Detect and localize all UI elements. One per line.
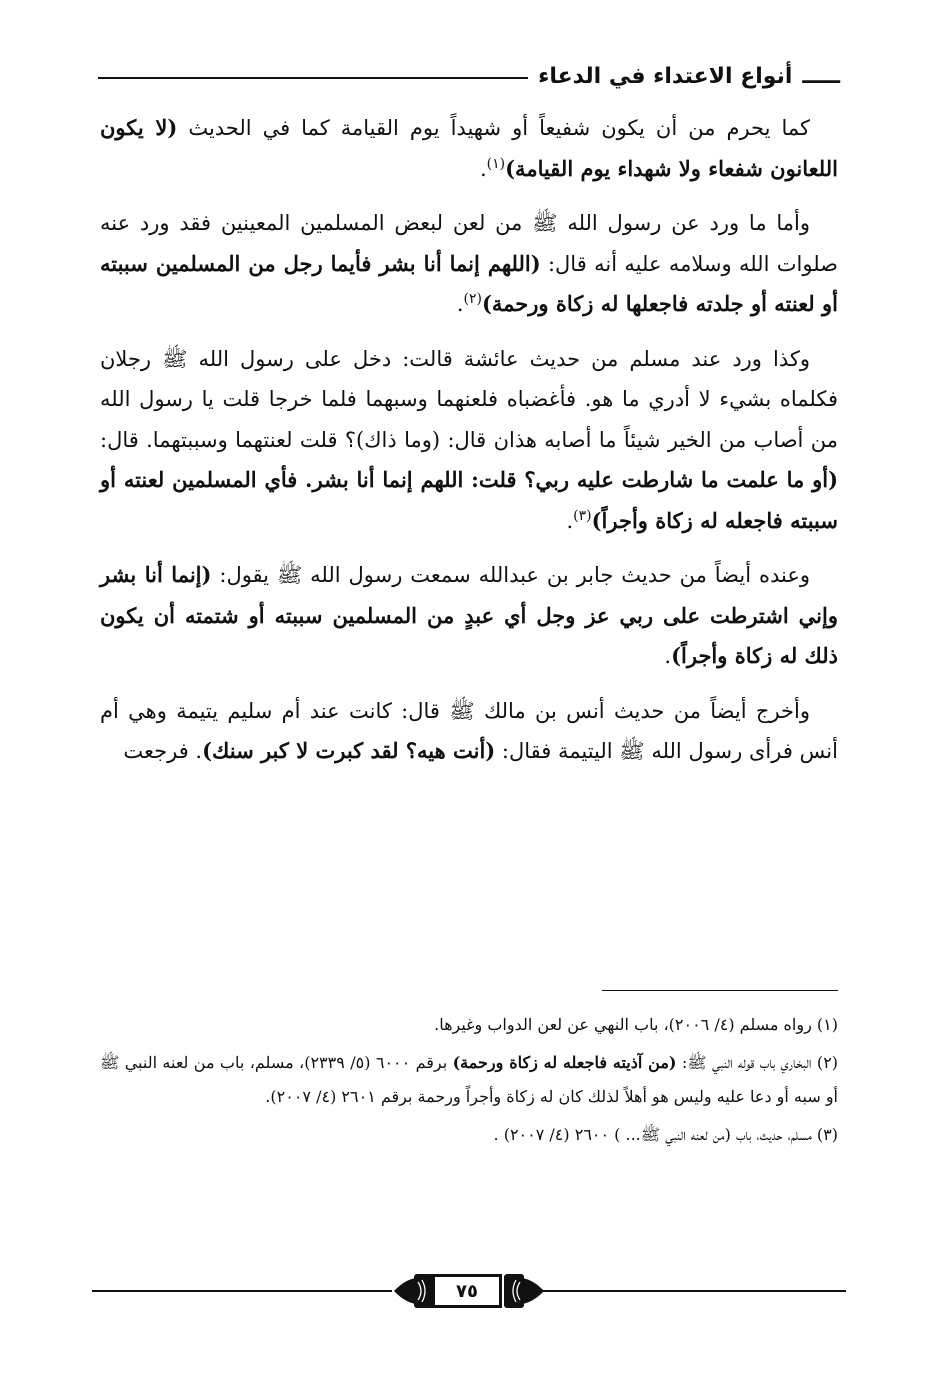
footnote-2-quote: (من آذيته فاجعله له زكاة ورحمة) xyxy=(452,1053,677,1072)
footnote-2-start: (٢) البخاري باب قوله النبي ﷺ: xyxy=(676,1053,839,1072)
paragraph-3 xyxy=(100,339,838,542)
header-rule xyxy=(98,77,528,79)
p5-hadith: (أنت هيه؟ لقد كبرت لا كبر سنك) xyxy=(202,738,496,763)
footnote-ref-1[interactable]: (١) xyxy=(486,155,506,172)
paragraph-5 xyxy=(100,691,838,772)
p2-hadith: (اللهم إنما أنا بشر فأيما رجل من المسلمين سببته أو لعنته أو جلدته فاجعلها له زكاة ورحمة) xyxy=(100,250,838,316)
p5-text-end: . فرجعت xyxy=(123,739,203,763)
page-footer xyxy=(92,1270,846,1314)
main-text xyxy=(100,108,838,786)
footnote-3: (٣) مسلم، حديث، باب (من لعنه النبي ﷺ... ) ٢٦٠٠ (٤/ ٢٠٠٧) . xyxy=(493,1125,838,1144)
p2-end: . xyxy=(456,292,464,316)
header-dash: ـــــ xyxy=(802,63,840,89)
p4-hadith: (إنما أنا بشر وإني اشترطت على ربي عز وجل أي عبدٍ من المسلمين سببته أو شتمته أن يكون ذلك له زكاة وأجراً) xyxy=(100,562,838,668)
footnotes xyxy=(100,1008,838,1156)
p3-text: وكذا ورد عند مسلم من حديث عائشة قالت: دخل على رسول الله ﷺ رجلان فكلماه بشيء لا أدري ما هو. فأغضباه فلعنهما وسبهما فلما خرجا قلت يا رسول الله من أصاب من الخير شيئاً ما أصابه هذان قال: (وما ذاك)؟ قلت لعنتهما وسببتهما. قال: xyxy=(100,346,838,452)
p1-hadith: (لا يكون اللعانون شفعاء ولا شهداء يوم القيامة) xyxy=(100,115,838,181)
running-header xyxy=(98,58,840,94)
footnote-1: (١) رواه مسلم (٤/ ٢٠٠٦)، باب النهي عن لعن الدواب وغيرها. xyxy=(434,1015,838,1034)
footnote-separator xyxy=(602,990,838,991)
p5-text: وأخرج أيضاً من حديث أنس بن مالك ﷺ قال: كانت عند أم سليم يتيمة وهي أم أنس فرأى رسول الله ﷺ اليتيمة فقال: xyxy=(100,698,838,763)
p4-end: . xyxy=(664,644,672,668)
paragraph-4 xyxy=(100,555,838,677)
p4-text: وعنده أيضاً من حديث جابر بن عبدالله سمعت رسول الله ﷺ يقول: xyxy=(211,563,810,587)
paragraph-2 xyxy=(100,203,838,325)
footnote-2 xyxy=(100,1046,838,1114)
page-number: ٧٥ xyxy=(432,1274,502,1308)
paragraph-1 xyxy=(100,108,838,189)
p3-end: . xyxy=(566,508,574,533)
p3-hadith: (أو ما علمت ما شارطت عليه ربي؟ قلت: اللهم إنما أنا بشر. فأي المسلمين لعنته أو سببته فاجعله له زكاة وأجراً) xyxy=(100,467,838,533)
p1-text: كما يحرم من أن يكون شفيعاً أو شهيداً يوم القيامة كما في الحديث xyxy=(177,116,811,140)
footer-rule-right xyxy=(528,1290,846,1292)
header-title: أنواع الاعتداء في الدعاء xyxy=(538,63,793,89)
p1-end: . xyxy=(479,156,487,181)
footer-rule-left xyxy=(92,1290,392,1292)
footnote-ref-3[interactable]: (٣) xyxy=(573,507,592,524)
footnote-2-rest: برقم ٦٠٠٠ (٥/ ٢٣٣٩)، مسلم، باب من لعنه النبي ﷺ أو سبه أو دعا عليه وليس هو أهلاً لذلك كان له زكاة وأجراً ورحمة برقم ٢٦٠١ (٤/ ٢٠٠٧). xyxy=(100,1053,838,1106)
p2-text: وأما ما ورد عن رسول الله ﷺ من لعن لبعض المسلمين المعينين فقد ورد عنه صلوات الله وسلامه عليه أنه قال: xyxy=(100,211,838,276)
footnote-ref-2[interactable]: (٢) xyxy=(463,291,482,307)
